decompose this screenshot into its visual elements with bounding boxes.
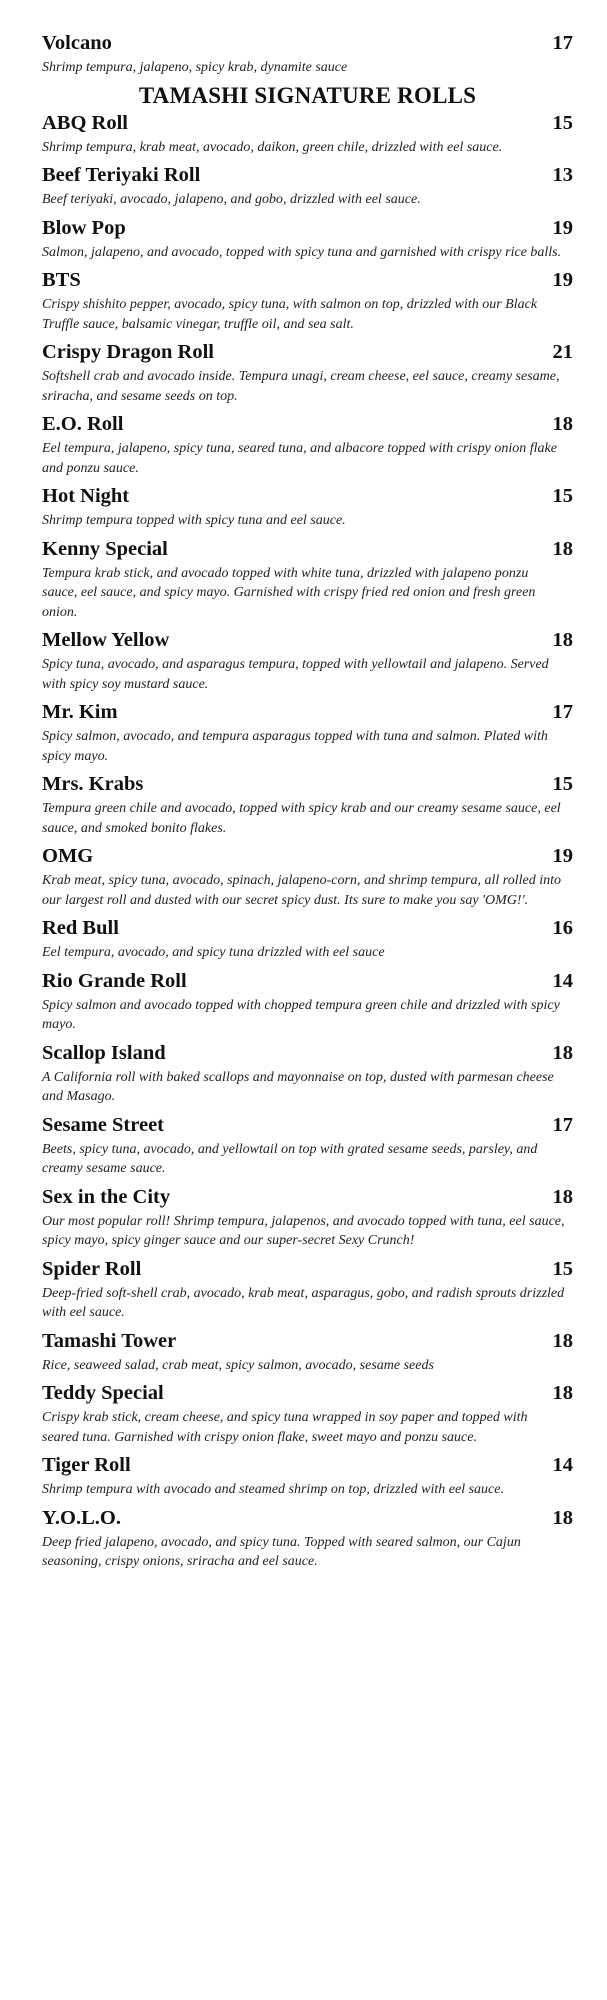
menu-item-price: 15 [552, 1257, 573, 1280]
menu-item [42, 411, 573, 478]
menu-item-header [42, 1184, 573, 1211]
menu-item-price: 17 [552, 701, 573, 723]
menu-item-name: Rio Grande Roll [42, 969, 187, 992]
menu-item [42, 1380, 573, 1447]
menu-item-name: Sesame Street [42, 1113, 165, 1136]
menu-item-price: 15 [552, 111, 573, 134]
menu-item-description: Deep-fried soft-shell crab, avocado, krab meat, asparagus, gobo, and radish sprouts drizzled with eel sauce. [42, 1285, 565, 1320]
menu-item-description: Tempura krab stick, and avocado topped with white tuna, drizzled with jalapeno ponzu sauce, eel sauce, and spicy mayo. Garnished with crispy fried red onion and fresh green onion. [42, 565, 536, 620]
menu-item-description: Deep fried jalapeno, avocado, and spicy tuna. Topped with seared salmon, our Cajun seasoning, crispy onions, sriracha and eel sauce. [42, 1534, 521, 1569]
menu-item-description: Our most popular roll! Shrimp tempura, jalapenos, and avocado topped with tuna, eel sauce, spicy mayo, spicy ginger sauce and our super-secret Sexy Crunch! [42, 1213, 565, 1248]
menu-item-header [42, 968, 573, 995]
menu-item-header [42, 1112, 573, 1139]
menu-item-name: OMG [42, 845, 94, 867]
menu-item-name: Beef Teriyaki Roll [42, 164, 201, 186]
menu-item-header [42, 339, 573, 366]
menu-item-price: 17 [552, 1113, 573, 1136]
menu-item [42, 1256, 573, 1323]
menu-item [42, 536, 573, 623]
menu-item-price: 18 [552, 1041, 573, 1064]
menu-item-description: Spicy salmon and avocado topped with chopped tempura green chile and drizzled with spicy mayo. [42, 997, 560, 1032]
menu-item-name: Spider Roll [42, 1257, 142, 1280]
menu-item-description: Crispy shishito pepper, avocado, spicy tuna, with salmon on top, drizzled with our Black Truffle sauce, balsamic vinegar, truffle oil, and sea salt. [42, 297, 538, 332]
menu-item-description: Rice, seaweed salad, crab meat, spicy salmon, avocado, sesame seeds [42, 1357, 434, 1373]
menu-item-price: 15 [552, 773, 573, 795]
menu-item-description: Beef teriyaki, avocado, jalapeno, and gobo, drizzled with eel sauce. [42, 192, 421, 207]
menu-item-header [42, 627, 573, 654]
menu-item [42, 1328, 573, 1376]
menu-item-description: Tempura green chile and avocado, topped with spicy krab and our creamy sesame sauce, eel sauce, and smoked bonito flakes. [42, 801, 561, 836]
menu-item-name: Kenny Special [42, 537, 168, 560]
menu-item-price: 14 [552, 1454, 573, 1476]
menu-item [42, 771, 573, 838]
menu-item-price: 19 [552, 216, 573, 239]
menu-item-price: 18 [552, 1382, 573, 1404]
menu-item-description: Softshell crab and avocado inside. Tempura unagi, cream cheese, eel sauce, creamy sesame, sriracha, and sesame seeds on top. [42, 369, 560, 404]
menu-item-description: Spicy salmon, avocado, and tempura asparagus topped with tuna and salmon. Plated with spicy mayo. [42, 729, 548, 764]
menu-item-name: Volcano [42, 32, 112, 54]
menu-item-price: 19 [552, 845, 573, 867]
section-title: TAMASHI SIGNATURE ROLLS [138, 82, 477, 108]
menu-item-header [42, 1040, 573, 1067]
menu-item-name: Mellow Yellow [42, 629, 170, 651]
menu-item-header [42, 1452, 573, 1479]
menu-item-price: 18 [552, 537, 573, 560]
menu-item-price: 19 [552, 269, 573, 291]
menu-item-price: 14 [552, 969, 573, 992]
menu-item-description: Shrimp tempura, krab meat, avocado, daikon, green chile, drizzled with eel sauce. [42, 139, 503, 155]
menu-item-header [42, 1328, 573, 1355]
menu-item [42, 915, 573, 963]
menu-item-header [42, 267, 573, 294]
menu-item-description: Shrimp tempura, jalapeno, spicy krab, dynamite sauce [42, 60, 348, 75]
menu-item-header [42, 1380, 573, 1407]
menu-item [42, 483, 573, 531]
menu-item-description: Shrimp tempura with avocado and steamed shrimp on top, drizzled with eel sauce. [42, 1482, 504, 1497]
menu-item-name: Mrs. Krabs [42, 773, 144, 795]
menu-item-header [42, 1505, 573, 1532]
menu-item-price: 18 [552, 629, 573, 651]
menu-item-description: Shrimp tempura topped with spicy tuna and eel sauce. [42, 513, 346, 528]
menu-item-description: A California roll with baked scallops and mayonnaise on top, dusted with parmesan cheese and Masago. [42, 1069, 554, 1104]
menu-item-price: 13 [552, 164, 573, 186]
menu-item-name: Crispy Dragon Roll [42, 341, 214, 363]
menu-item-name: Teddy Special [42, 1382, 164, 1404]
menu-item [42, 110, 573, 158]
menu-item-name: Sex in the City [42, 1185, 171, 1208]
menu-item-name: Mr. Kim [42, 701, 118, 723]
menu-item-name: BTS [42, 269, 81, 291]
menu-item-header [42, 30, 573, 57]
menu-item-price: 16 [552, 917, 573, 939]
menu-item-header [42, 771, 573, 798]
menu-item [42, 1112, 573, 1179]
menu-item-header [42, 843, 573, 870]
menu-item [42, 1505, 573, 1572]
menu-item-price: 18 [552, 413, 573, 435]
menu-item-name: Hot Night [42, 485, 130, 507]
menu-item [42, 267, 573, 334]
menu-item-price: 17 [552, 32, 573, 54]
menu-item-name: Blow Pop [42, 216, 126, 239]
menu-item-name: Tamashi Tower [42, 1329, 177, 1352]
menu-item-header [42, 536, 573, 563]
menu-item-header [42, 483, 573, 510]
menu-item [42, 162, 573, 210]
menu-item-header [42, 411, 573, 438]
menu-item-header [42, 215, 573, 242]
menu-item [42, 843, 573, 910]
menu-item-name: Scallop Island [42, 1041, 166, 1064]
menu-item [42, 1184, 573, 1251]
menu-item-price: 18 [552, 1329, 573, 1352]
menu-item-volcano [42, 30, 573, 78]
menu-item-name: Tiger Roll [42, 1454, 131, 1476]
menu-item-name: E.O. Roll [42, 413, 124, 435]
menu-item-description: Eel tempura, jalapeno, spicy tuna, seared tuna, and albacore topped with crispy onion flake and ponzu sauce. [42, 441, 557, 476]
menu-item-header [42, 110, 573, 137]
menu-item [42, 699, 573, 766]
menu-item-description: Krab meat, spicy tuna, avocado, spinach, jalapeno-corn, and shrimp tempura, all rolled into our largest roll and dusted with our secret spicy dust. Its sure to make you say 'OMG!'. [42, 873, 561, 908]
menu-item-price: 18 [552, 1506, 573, 1529]
menu-item-description: Eel tempura, avocado, and spicy tuna drizzled with eel sauce [42, 945, 385, 960]
menu-item-name: Y.O.L.O. [42, 1506, 121, 1529]
menu-item-price: 21 [552, 341, 573, 363]
menu-item [42, 968, 573, 1035]
menu-item-price: 18 [552, 1185, 573, 1208]
menu-item [42, 215, 573, 263]
menu-items-list [42, 110, 573, 1572]
menu-item-header [42, 915, 573, 942]
menu-item-description: Crispy krab stick, cream cheese, and spicy tuna wrapped in soy paper and topped with seared tuna. Garnished with crispy onion flake, sweet mayo and ponzu sauce. [42, 1410, 528, 1445]
menu-item-name: ABQ Roll [42, 111, 128, 134]
menu-item-description: Salmon, jalapeno, and avocado, topped with spicy tuna and garnished with crispy rice balls. [42, 244, 562, 260]
menu-item [42, 1452, 573, 1500]
menu-item [42, 339, 573, 406]
menu-item-name: Red Bull [42, 917, 119, 939]
menu-item-description: Spicy tuna, avocado, and asparagus tempura, topped with yellowtail and jalapeno. Served with spicy soy mustard sauce. [42, 657, 549, 692]
menu-item-header [42, 1256, 573, 1283]
menu-item-price: 15 [552, 485, 573, 507]
menu-item-header [42, 699, 573, 726]
menu-item-header [42, 162, 573, 189]
menu-item-description: Beets, spicy tuna, avocado, and yellowtail on top with grated sesame seeds, parsley, and creamy sesame sauce. [42, 1141, 538, 1176]
menu-item [42, 627, 573, 694]
menu-item [42, 1040, 573, 1107]
